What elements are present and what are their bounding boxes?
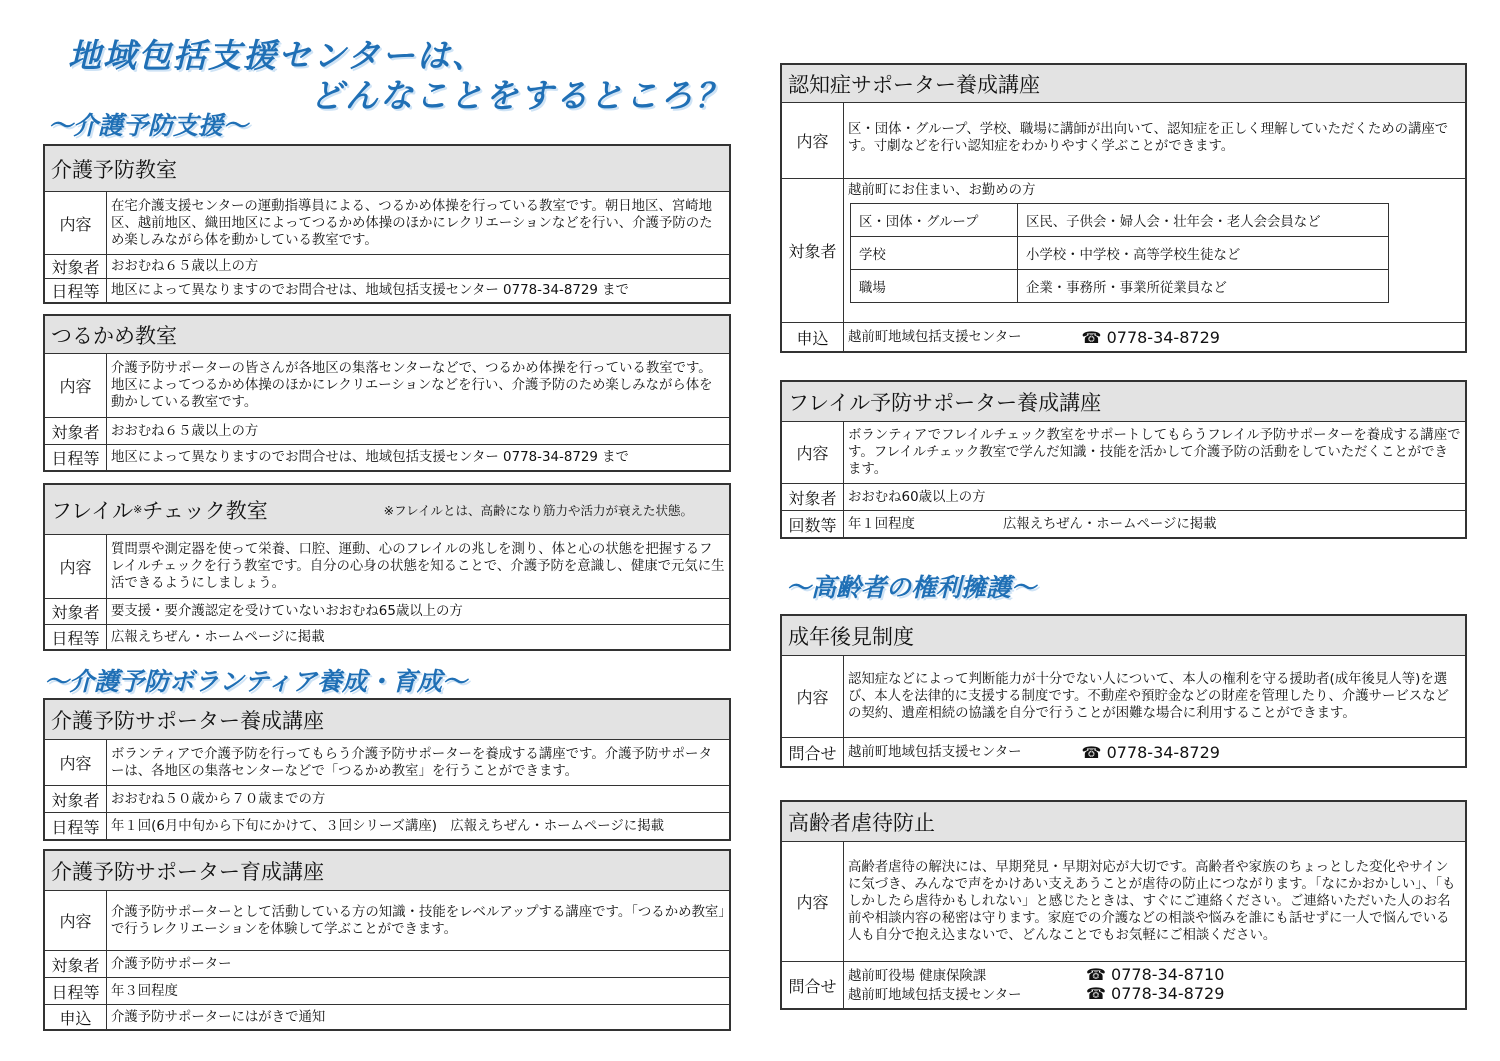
schedule-text: 年１回(6月中旬から下旬にかけて、３回シリーズ講座) 広報えちぜん・ホームページに掲載 [111, 818, 664, 834]
label-schedule: 日程等 [45, 279, 107, 302]
contact-text [844, 738, 1465, 766]
label-target: 対象者 [45, 951, 107, 977]
schedule-text: 地区によって異なりますのでお問合せは、地域包括支援センター 0778-34-8729 まで [111, 283, 629, 298]
label-content: 内容 [45, 740, 107, 785]
label-contact: 問合せ [782, 962, 844, 1008]
box-elder-abuse-prevention [780, 800, 1467, 1010]
label-content: 内容 [45, 891, 107, 950]
box-title: つるかめ教室 [45, 316, 729, 354]
content-text: 高齢者虐待の解決には、早期発見・早期対応が大切です。高齢者や家族のちょっとした変化やサインに気づき、みんなで声をかけあい支えあうことが虐待の防止につながります。「なにかおかしい」、「もしかしたら虐待かもしれない」と感じたときは、すぐにご連絡ください。ご連絡いただいた人のお名前や相談内容の秘密は守ります。家庭での介護などの相談や悩みを誰にも話せずに一人で悩んでいる人も自分で抱え込まないで、どんなことでもお気軽にご相談ください。 [848, 860, 1456, 943]
page-title-line1: 地域包括支援センターは、 [68, 36, 487, 75]
phone-number: 0778-34-8729 [1106, 742, 1220, 762]
label-target: 対象者 [782, 484, 844, 510]
content-text: 在宅介護支援センターの運動指導員による、つるかめ体操を行っている教室です。朝日地区、宮崎地区、越前地区、織田地区によってつるかめ体操のほかにレクリエーションなどを行い、介護予防のため楽しみながら体を動かしている教室です。 [111, 198, 713, 248]
content-text: 介護予防サポーターの皆さんが各地区の集落センターなどで、つるかめ体操を行っている教室です。地区によってつるかめ体操のほかにレクリエーションなどを行い、介護予防のため楽しみながら体を動かしている教室です。 [111, 361, 713, 410]
label-content: 内容 [45, 354, 107, 417]
label-target: 対象者 [782, 179, 844, 322]
title-note-mark: ※ [133, 503, 143, 516]
content-text: ボランティアでフレイルチェック教室をサポートしてもらうフレイル予防サポーターを養成する講座です。フレイルチェック教室で学んだ知識・技能を活かして介護予防の活動をしていただくことができます。 [848, 428, 1461, 477]
table-cell: 学校 [851, 237, 1018, 270]
table-cell: 区民、子供会・婦人会・壮年会・老人会会員など [1018, 204, 1389, 237]
label-content: 内容 [782, 422, 844, 483]
label-apply: 申込 [782, 323, 844, 351]
phone [1082, 329, 1220, 346]
box-supporter-training [43, 698, 731, 841]
apply-org: 越前町地域包括支援センター [848, 329, 1022, 345]
phone-icon: ☎ [1086, 965, 1106, 984]
frequency-value: 年１回程度 [848, 516, 915, 532]
content-text: 認知症などによって判断能力が十分でない人について、本人の権利を守る援助者(成年後見人等)を選び、本人を法律的に支援する制度です。不動産や預貯金などの財産を管理したり、介護サービスなどの契約、遺産相続の協議を自分で行うことが困難な場合に利用することができます。 [848, 672, 1449, 721]
label-target: 対象者 [45, 786, 107, 812]
label-schedule: 日程等 [45, 625, 107, 649]
box-tsurukame-class [43, 314, 731, 472]
label-schedule: 日程等 [45, 813, 107, 839]
phone-number: 0778-34-8729 [1111, 984, 1225, 1003]
table-cell: 小学校・中学校・高等学校生徒など [1018, 237, 1389, 270]
content-text: 質問票や測定器を使って栄養、口腔、運動、心のフレイルの兆しを測り、体と心の状態を把握するフレイルチェックを行う教室です。自分の心身の状態を知ることで、介護予防を意識し、健康で元気に生活できるようにしましょう。 [111, 542, 725, 591]
label-contact: 問合せ [782, 738, 844, 766]
box-title [45, 485, 729, 535]
schedule-text: 年３回程度 [111, 983, 178, 999]
box-adult-guardianship [780, 614, 1467, 768]
target-text: 介護予防サポーター [111, 956, 232, 972]
content-text: ボランティアで介護予防を行ってもらう介護予防サポーターを養成する講座です。介護予防サポーターは、各地区の集落センターなどで「つるかめ教室」を行うことができます。 [111, 746, 712, 779]
page-title-line2: どんなことをするところ？ [310, 76, 730, 115]
label-frequency: 回数等 [782, 511, 844, 537]
label-target: 対象者 [45, 418, 107, 444]
contact-org: 越前町地域包括支援センター [848, 744, 1022, 760]
label-target: 対象者 [45, 255, 107, 278]
title-part2: チェック教室 [142, 498, 268, 523]
apply-text: 介護予防サポーターにはがきで通知 [111, 1009, 326, 1025]
box-title: 成年後見制度 [782, 616, 1465, 656]
label-schedule: 日程等 [45, 445, 107, 470]
phone-1 [1086, 966, 1224, 983]
schedule-text: 地区によって異なりますのでお問合せは、地域包括支援センター 0778-34-8729 まで [111, 450, 629, 465]
table-row [851, 204, 1389, 237]
title-part1: フレイル [51, 498, 134, 523]
target-text: おおむね５０歳から７０歳までの方 [111, 791, 326, 807]
box-dementia-supporter [780, 63, 1467, 353]
table-row [851, 270, 1389, 303]
box-title: 認知症サポーター養成講座 [782, 65, 1465, 103]
content-text: 区・団体・グループ、学校、職場に講師が出向いて、認知症を正しく理解していただくための講座です。寸劇などを行い認知症をわかりやすく学ぶことができます。 [848, 122, 1449, 154]
label-content: 内容 [45, 192, 107, 254]
label-target: 対象者 [45, 599, 107, 624]
apply-text [844, 323, 1465, 351]
label-schedule: 日程等 [45, 978, 107, 1004]
box-prevention-class [43, 144, 731, 304]
box-title: 介護予防サポーター育成講座 [45, 851, 729, 891]
contact-org-1: 越前町役場 健康保険課 [848, 969, 987, 984]
target-text: おおむね６５歳以上の方 [111, 423, 259, 439]
box-frailty-check-class [43, 483, 731, 651]
target-table [850, 203, 1389, 303]
phone-2 [1086, 985, 1224, 1002]
phone-number: 0778-34-8710 [1111, 965, 1225, 984]
target-text: 越前町にお住まい、お勤めの方 [848, 182, 1036, 198]
box-supporter-development [43, 849, 731, 1031]
phone-icon: ☎ [1081, 327, 1102, 347]
contact-line-1 [848, 966, 1224, 985]
box-title: フレイル予防サポーター養成講座 [782, 382, 1465, 422]
frequency-text [844, 511, 1465, 537]
table-cell: 区・団体・グループ [851, 204, 1018, 237]
label-content: 内容 [782, 103, 844, 178]
box-title: 介護予防教室 [45, 146, 729, 192]
label-content: 内容 [782, 842, 844, 961]
table-cell: 職場 [851, 270, 1018, 303]
label-apply: 申込 [45, 1005, 107, 1029]
contact-org-2: 越前町地域包括支援センター [848, 988, 1022, 1003]
phone [1082, 744, 1220, 761]
contact-line-2 [848, 985, 1224, 1004]
label-content: 内容 [45, 535, 107, 598]
target-text: 要支援・要介護認定を受けていないおおむね65歳以上の方 [111, 604, 463, 619]
label-content: 内容 [782, 656, 844, 737]
box-title: 介護予防サポーター養成講座 [45, 700, 729, 740]
content-text: 介護予防サポーターとして活動している方の知識・技能をレベルアップする講座です。「つるかめ教室」で行うレクリエーションを体験して学ぶことができます。 [111, 904, 725, 937]
section-heading-prevention-support: ～介護予防支援～ [48, 111, 249, 140]
schedule-text: 広報えちぜん・ホームページに掲載 [111, 629, 325, 645]
phone-icon: ☎ [1081, 742, 1102, 762]
box-title: 高齢者虐待防止 [782, 802, 1465, 842]
section-heading-volunteer: ～介護予防ボランティア養成・育成～ [44, 667, 468, 696]
section-heading-rights: ～高齢者の権利擁護～ [786, 573, 1037, 602]
table-cell: 企業・事務所・事業所従業員など [1018, 270, 1389, 303]
contact-text [844, 962, 1465, 1008]
frequency-note: 広報えちぜん・ホームページに掲載 [1002, 516, 1217, 532]
target-text: おおむね60歳以上の方 [848, 489, 986, 505]
table-row [851, 237, 1389, 270]
frailty-note: ※フレイルとは、高齢になり筋力や活力が衰えた状態。 [383, 502, 693, 518]
target-text: おおむね６５歳以上の方 [111, 259, 259, 274]
phone-icon: ☎ [1086, 984, 1106, 1003]
phone-number: 0778-34-8729 [1106, 327, 1220, 347]
box-frailty-supporter [780, 380, 1467, 539]
